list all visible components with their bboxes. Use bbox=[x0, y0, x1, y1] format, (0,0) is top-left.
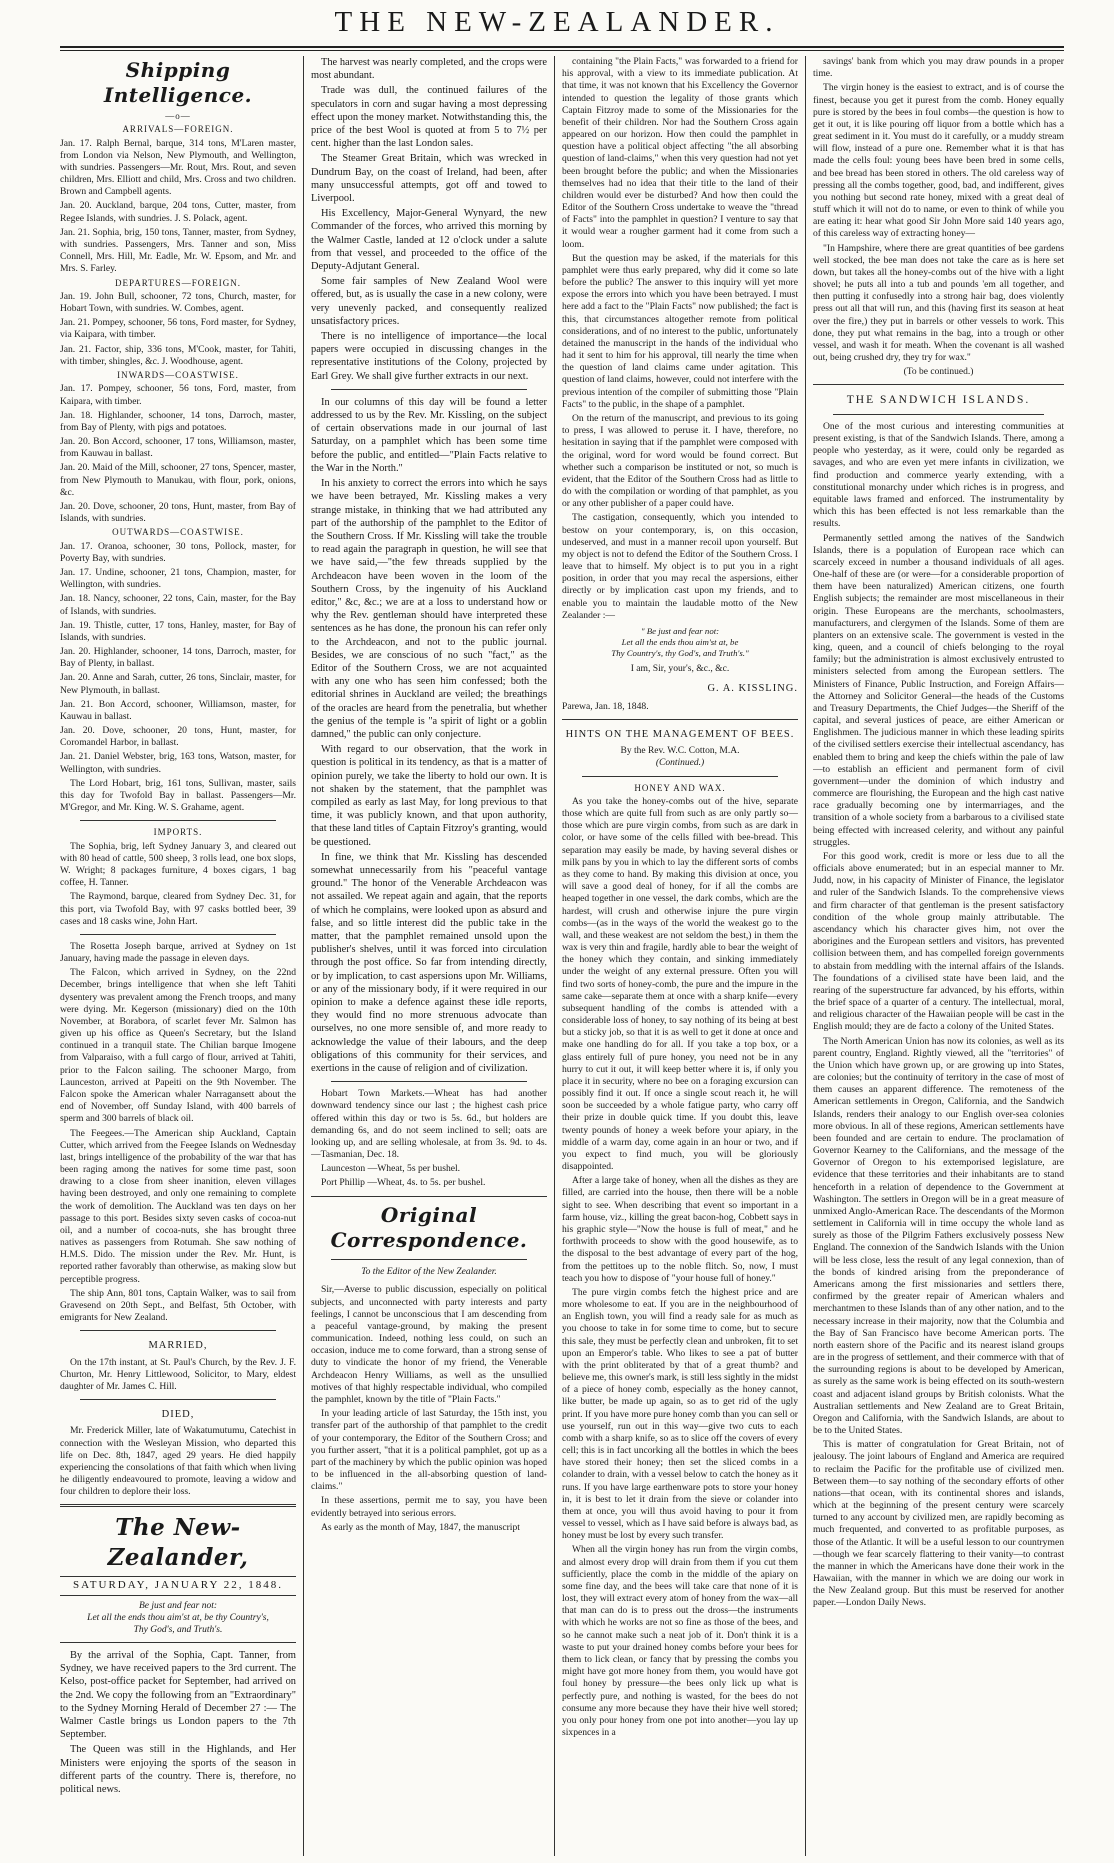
paragraph: The Falcon, which arrived in Sydney, on the 22nd December, brings intelligence that when she left Tahiti dysentery was prevalent among the French troops, and many were dying. Mr. Kegerson (missionary) died on the 10th November, at Borabora, of scarlet fever Mr. Salmon has given up his office as Queen's Secretary, but the Island continued in a tranquil state. The Chilian barque Imogene from Valparaiso, with a full cargo of flour, arrived at Tahiti, prior to the Falcon sailing. The schooner Margo, from Launceston, arrived at Papeiti on the 9th November. The Falcon spoke the American whaler Narragansett about the end of November, off Sunday Island, with 400 barrels of sperm and 300 barrels of black oil. bbox=[60, 967, 296, 1125]
port-phillip-price: Port Phillip —Wheat, 4s. to 5s. per bushel. bbox=[321, 1177, 486, 1189]
sandwich-islands-title: THE SANDWICH ISLANDS. bbox=[846, 394, 1031, 407]
paragraph: The Raymond, barque, cleared from Sydney Dec. 31, for this port, via Twofold Bay, with 97 casks bottled beer, 39 cases and 18 casks wine, John Hart. bbox=[60, 891, 296, 927]
column-divider bbox=[303, 56, 304, 1856]
paragraph: Trade was dull, the continued failures of the speculators in corn and sugar having a most depressing effect upon the money market. Notwithstanding this, the price of the best Wool is quoted at from 5 to 7½ per cent. higher than the last London sales. bbox=[311, 85, 547, 150]
paragraph: Jan. 21. Pompey, schooner, 56 tons, Ford master, for Sydney, via Kaipara, with timber. bbox=[60, 317, 296, 341]
divider bbox=[331, 389, 527, 390]
paragraph: In your leading article of last Saturday, the 15th inst, you transfer part of the authorship of that pamphlet to the credit of your contemporary, the Editor of the Southern Cross; and you further assert, "that it is a political pamphlet, got up as a part of the machinery by which the public opinion was hoped to be influenced in the all-absorbing question of land-claims." bbox=[311, 1408, 547, 1493]
outwards-coastwise-heading: OUTWARDS—COASTWISE. bbox=[112, 527, 244, 538]
paragraph: Jan. 21. Factor, ship, 336 tons, M'Cook, master, for Tahiti, with timber, shingles, &c. J. Woodhouse, agent. bbox=[60, 343, 296, 367]
divider bbox=[813, 384, 1064, 385]
paragraph: On the return of the manuscript, and previous to its going to press, I was allowed to peruse it. I have, therefore, no hesitation in saying that if the pamphlet were composed with the original, word for word would be found correct. But whether such a comparison be instituted or not, so much is evident, that the Editor of the Southern Cross had as little to do with the compilation or wording of that pamphlet, as you or any other publisher of a paper could have. bbox=[562, 412, 798, 510]
letter-address: To the Editor of the New Zealander. bbox=[361, 1267, 497, 1278]
divider bbox=[80, 934, 276, 935]
paragraph: Jan. 21. Sophia, brig, 150 tons, Tanner, master, from Sydney, with sundries. Passengers, Mrs. Tanner and son, Miss Connell, Mrs. Hill, Mr. Eadle, Mr. W. Epsom, and Mr. and Mrs. S. Farley. bbox=[60, 226, 296, 275]
divider bbox=[562, 719, 798, 720]
bees-subheading: HONEY AND WAX. bbox=[634, 782, 726, 793]
paragraph: "In Hampshire, where there are great quantities of bee gardens well stocked, the bee man does not take the care as is here set down, but takes all the honey-combs out of the hive with a light shovel; he puts all into a tub and pounds 'em all together, and then putting it confusedly into a strong hair bag, does violently press out all that will run, and this (having first its season at heat over the fire,) they put in barrels or other vessels to work. This done, they put what remains in the bag, into a trough or other vessel, and wash it for meath. When the covenant is all washed out, being crushed dry, they try for wax." bbox=[813, 242, 1064, 364]
shipping-heading: Shipping Intelligence. bbox=[103, 58, 253, 108]
inwards-coastwise-heading: INWARDS—COASTWISE. bbox=[117, 369, 239, 380]
paragraph: Permanently settled among the natives of the Sandwich Islands, there is a population of European race which can scarcely exceed in number a thousand individuals of all ages. One-half of these are (or were—for a considerable proportion of them have been naturalized) American citizens, one fourth English subjects; the remainder are most miscellaneous in their origin. These Europeans are the merchants, schoolmasters, manufacturers, and clergymen of the Islands. Some of them are planters on an extensive scale. The government is vested in the king, queen, and a council of chiefs belonging to the royal family; but the administration is almost exclusively entrusted to ministers selected from among the European settlers. The Ministers of Finance, Public Instruction, and Foreign Affairs—the Attorney and Solicitor General—the heads of the Customs and Treasury Departments, the Chief Judges—the Sheriff of the capital, and several justices of peace, are either American or Englishmen. The judicious manner in which these leading spirits of the civilised settlers exercise their intellectual ascendancy, has enabled them to bring and keep the chiefs within the pale of law—to establish an efficient and permanent form of civil government—under the dominion of which industry and commerce are flourishing, the European and the high cast native race gradually becoming one by intermarriages, and the transition of a whole society from a barbarous to a civilised state being effected with increased celerity, and without any painful struggles. bbox=[813, 532, 1064, 848]
inwards-list bbox=[60, 383, 296, 525]
departures-list bbox=[60, 291, 296, 368]
masthead-rule-thin bbox=[60, 50, 1064, 51]
married-notice: On the 17th instant, at St. Paul's Church, by the Rev. J. F. Churton, Mr. Henry Littlewood, Solicitor, to Mary, eldest daughter of Mr. James C. Hill. bbox=[60, 1356, 296, 1392]
paragraph: containing "the Plain Facts," was forwarded to a friend for his approval, with a view to its immediate publication. At that time, it was not known that his Excellency the Governor intended to question the legality of those grants which Captain Fitzroy made to some of the Missionaries for the benefit of their children. Nor had the Southern Cross again appeared on our horizon. How then could the pamphlet in question have a political object affecting "the all absorbing question of land-claims," when this very question had not yet been brought before the public; and when the Missionaries themselves had no idea that their title to the land of their children would ever be disturbed? And how then could the Editor of the Southern Cross undertake to weave the "thread of Facts" into the pamphlet in question? I venture to say that it would wear a rougher garment had it come from such a loom. bbox=[562, 56, 798, 250]
paragraph: As early as the month of May, 1847, the manuscript bbox=[321, 1521, 520, 1533]
editorial-paragraphs bbox=[311, 396, 547, 1075]
paragraph: Jan. 19. John Bull, schooner, 72 tons, Church, master, for Hobart Town, with sundries. W. Combes, agent. bbox=[60, 290, 296, 315]
divider bbox=[331, 1081, 527, 1082]
divider bbox=[60, 1642, 296, 1643]
paragraph: In these assertions, permit me to say, you have been evidently betrayed into serious errors. bbox=[311, 1495, 547, 1519]
bees-paragraphs bbox=[562, 796, 798, 1739]
motto: Be just and fear not: Let all the ends thou aim'st at, be thy Country's, Thy God's, and Truth's. bbox=[87, 1600, 269, 1635]
paragraph: When all the virgin honey has run from the virgin combs, and almost every drop will drain from them if you cut them sufficiently, place the comb in the middle of the apiary on some fine day, and the bees will take care that none of it is lost, they will extract every atom of honey from the wax—all that man can do is to press out the dross—the instruments with which he works are not so fine as those of the bees, and so he cannot make such a neat job of it. Don't think it is a waste to put your drained honey combs before your bees for them to lick clean, or fancy that by pressing the combs you might have got more honey from them, you would have got foul honey by pressure—the bees only lick up what is perfectly pure, and nothing is wasted, for the bees do not consume any more because they have their hive well stored; you only pour honey from one pot into another—you lay up sixpences in a bbox=[562, 1544, 798, 1739]
paragraph: Jan. 20. Anne and Sarah, cutter, 26 tons, Sinclair, master, for New Plymouth, in ballast. bbox=[60, 672, 296, 696]
paragraph: The castigation, consequently, which you intended to bestow on your contemporary, is, on this occasion, undeserved, and must in a manner recoil upon yourself. But my object is not to defend the Editor of the Southern Cross. I leave that to himself. My object is to put you in a right position, in order that you may recal the aspersions, either directly or by implication cast upon my friends, and to enable you to maintain the laudable motto of the New Zealander :— bbox=[562, 512, 798, 621]
letter-place-date: Parewa, Jan. 18, 1848. bbox=[562, 700, 649, 712]
masthead-rule bbox=[60, 46, 1064, 48]
paragraph: The pure virgin combs fetch the highest price and are more wholesome to eat. If you are in the neighbourhood of an English town, you will find a ready sale for as much as you choose to take in for some time to come, but to secure this sale, they must be perfectly clean and unbroken, fit to set upon an Emperor's table. Who likes to see a pat of butter with the print obliterated by that of a great thumb? and believe me, this owner's mark, is still less sightly in the midst of a piece of honey comb, especially as the honey cannot, like butter, be made up again, so as to get rid of the ugly print. If you have more pure honey comb than you can sell or use yourself, run out in this way—give two cuts to each comb with a sharp knife, so as to slice off the covers of every cell; this is in fact uncorking all the bottles in which the bees have stored their honey; then set the sliced combs in a colander to drain, with a vessel below to catch the honey as it runs. If you have large earthenware pots to store your honey in, it is best to let it drain from the sieve or colander into them at once, you will thus avoid having to pour it from vessel to vessel, which as I have said before is always bad, as honey must be lost by every such transfer. bbox=[562, 1286, 798, 1542]
paragraph: Jan. 20. Bon Accord, schooner, 17 tons, Williamson, master, from Kauwau in ballast. bbox=[60, 436, 296, 460]
double-divider bbox=[60, 1504, 296, 1507]
imports-list bbox=[60, 841, 296, 928]
column-divider bbox=[805, 56, 806, 1856]
paragraph: There is no intelligence of importance—the local papers were occupied in discussing changes in the representative institutions of the Colony, projected by Earl Grey. We shall give further extracts in our next. bbox=[311, 331, 547, 382]
bees-to-be-continued: (To be continued.) bbox=[903, 367, 974, 378]
arrivals-foreign-heading: ARRIVALS—FOREIGN. bbox=[122, 124, 234, 135]
died-heading: DIED, bbox=[161, 1409, 195, 1421]
departures-foreign-heading: DEPARTURES—FOREIGN. bbox=[115, 277, 241, 288]
divider bbox=[833, 414, 1044, 415]
news-paragraphs bbox=[311, 56, 547, 383]
correspondence-heading: Original Correspondence. bbox=[330, 1202, 528, 1252]
paragraph: Some fair samples of New Zealand Wool were offered, but, as is usually the case in a new colony, were very unevenly packed, and consequently realized unsatisfactory prices. bbox=[311, 276, 547, 327]
divider bbox=[582, 776, 778, 777]
date-line: SATURDAY, JANUARY 22, 1848. bbox=[60, 1576, 296, 1596]
paragraph: The Queen was still in the Highlands, and Her Ministers were enjoying the sports of the season in different parts of the country. There is, therefore, no political news. bbox=[60, 1744, 296, 1796]
paragraph: Jan. 18. Highlander, schooner, 14 tons, Darroch, master, from Bay of Plenty, with pigs and potatoes. bbox=[60, 409, 296, 433]
paragraph: With regard to our observation, that the work in question is political in its tendency, as that is a matter of opinion purely, we take the liberty to hold our own. It is not shaken by the statement, that the pamphlet was compiled as early as last May, for long previous to that time, it was publicly known, and that upon authority, that these land titles of Captain Fitzroy's granting, would be questioned. bbox=[311, 744, 547, 848]
married-heading: MARRIED, bbox=[148, 1340, 208, 1352]
paragraph: Jan. 19. Thistle, cutter, 17 tons, Hanley, master, for Bay of Islands, with sundries. bbox=[60, 619, 296, 643]
bees-continued: (Continued.) bbox=[655, 758, 705, 769]
paragraph: His Excellency, Major-General Wynyard, the new Commander of the forces, who arrived this morning by the Walmer Castle, landed at 12 o'clock under a salute from that vessel, and proceeded to the office of the Deputy-Adjutant General. bbox=[311, 208, 547, 273]
column-1 bbox=[60, 56, 296, 1856]
paragraph: Jan. 20. Dove, schooner, 20 tons, Hunt, master, for Coromandel Harbor, in ballast. bbox=[60, 725, 296, 749]
sandwich-paragraphs bbox=[813, 421, 1064, 1610]
paragraph: The Feegees.—The American ship Auckland, Captain Cutter, which arrived from the Feegee Islands on Wednesday last, brings intelligence of the probability of the war that has been raging among the natives for some time past, soon drawing to a close from sheer inanition, eleven villages having been destroyed, and only one remaining to complete the work of demolition. The Auckland was ten days on her passage to this port. Besides sixty seven casks of cocoa-nut oil, and a number of cocoa-nuts, she has brought three natives as passengers from Rotumah. She saw nothing of H.M.S. Dido. The mission under the Rev. Mr. Hunt, is reported rather favorably than otherwise, as making slow but perceptible progress. bbox=[60, 1127, 296, 1285]
paragraph: Jan. 21. Daniel Webster, brig, 163 tons, Watson, master, for Wellington, with sundries. bbox=[60, 751, 296, 775]
paragraph: The ship Ann, 801 tons, Captain Walker, was to sail from Gravesend on 20th Sept., and Belfast, 5th October, with emigrants for New Zealand. bbox=[60, 1287, 296, 1324]
paragraph: The harvest was nearly completed, and the crops were most abundant. bbox=[311, 57, 547, 82]
paragraph: Sir,—Averse to public discussion, especially on political subjects, and unconnected with party interests and party feelings, I cannot be unconscious that I am descending from a peaceful vantage-ground, by making the present communication. Indeed, nothing less could, on such an occasion, induce me to come forward, than a strong sense of duty to vindicate the honor of my friend, the Venerable Archdeacon Henry Williams, as well as the unsullied motives of that highly respectable individual, who compiled the pamphlet, known by the title of "Plain Facts." bbox=[311, 1284, 547, 1405]
column-2 bbox=[311, 56, 547, 1856]
outwards-list bbox=[60, 541, 296, 776]
paragraph: For this good work, credit is more or less due to all the officials above enumerated; but in an especial manner to Mr. Judd, now, in his capacity of Minister of Finance, the legislator and ruler of the Sandwich Islands. To the comprehensive views and firm character of that gentleman is the present satisfactory condition of the whole group mainly attributable. The ascendancy which his character gives him, not over the aborigines and the European settlers and visitors, has prevented collision between them, and has compelled foreign governments to abstain from meddling with the internal affairs of the Islands. The foundations of a civilised state have been laid, and the rearing of the superstructure far advanced, by his efforts, within the brief space of a quarter of a century. The intellectual, moral, and religious character of the Hawaiian people will be cast in the English mould; they are de facto a colony of the United States. bbox=[813, 850, 1064, 1033]
imports-heading: IMPORTS. bbox=[153, 827, 203, 838]
column-4 bbox=[813, 56, 1064, 1856]
masthead: THE NEW-ZEALANDER. bbox=[334, 6, 780, 38]
letter-closing: I am, Sir, your's, &c., &c. bbox=[630, 663, 730, 675]
paragraph: In our columns of this day will be found a letter addressed to us by the Rev. Mr. Kissling, on the subject of certain observations made in our journal of last Saturday, on a pamphlet which has been some time before the public, and entitled—"Plain Facts relative to the War in the North." bbox=[311, 396, 547, 474]
markets-notice: Hobart Town Markets.—Wheat has had another downward tendency since our last ; the highest cash price offered within this day or two is 5s. 6d., but holders are demanding 6s, and do not seem inclined to sell; oats are looking up, and are selling wholesale, at from 3s. 9d. to 4s.—Tasmanian, Dec. 18. bbox=[311, 1088, 547, 1161]
divider bbox=[80, 1399, 276, 1400]
paragraph: Jan. 17. Undine, schooner, 21 tons, Champion, master, for Wellington, with sundries. bbox=[60, 567, 296, 591]
paragraph: The Rosetta Joseph barque, arrived at Sydney on 1st January, having made the passage in eleven days. bbox=[60, 940, 296, 965]
paragraph: But the question may be asked, if the materials for this pamphlet were thus early prepared, why did it come so late before the public? The answer to this inquiry will yet more expose the errors into which you have been betrayed. I must here add a fact to the "Plain Facts" now published; the fact is this, that circumstances altogether remote from political considerations, and of no interest to the public, unfortunately detained the manuscript in the hands of the individual who had it sent to him for his approval, till nearly the time when the question of land claims came under agitation. This question of land claims, however, could not interfere with the previous intention of the compiler of submitting those "Plain Facts" to the public, in the shape of a pamphlet. bbox=[562, 252, 798, 410]
paragraph: The North American Union has now its colonies, as well as its parent country, England. Rightly viewed, all the "territories" of the Union which have grown up, or are growing up into States, are colonies; but the continuity of territory in the case of most of them causes an apparent difference. The remoteness of the American settlements in Oregon, California, and the Sandwich Islands, renders their analogy to our English over-sea colonies more obvious. In all of these regions, American settlements have been founded and are certain to endure. The proclamation of Governor Kearney to the Californians, and the message of the Governor of Oregon to his extemporised legislature, are evidence that these territories and their inhabitants are to stand henceforth in a relation of dependence to the Government at Washington. The settlers in Oregon will be in a great measure of unmixed Anglo-American Race. The descendants of the Mormon settlement in California will in time occupy the whole land as surely as those of the Pilgrim Fathers exclusively possess New England. The connexion of the Sandwich Islands with the Union will be less close, less the result of any legal connexion, than of the bonds of kindred arising from the preponderance of Americans among the first missionaries and settlers there, confirmed by the greater repair of American whalers and merchantmen to these Islands than of any other nation, and to the necessary increase in their majority, now that the Columbia and the Bay of San Francisco have become American ports. The north eastern shore of the Pacific and its nearest island groups are in the progress of settlement, and their commerce with that of the surrounding regions is about to be developed by American, as surely as the same work is being effected on its south-western coast and adjacent island groups by British colonists. What the Australian settlements and New Zealand are to Great Britain, Oregon and California, with the Sandwich Islands, are about to be to the United States. bbox=[813, 1035, 1064, 1437]
column-divider bbox=[554, 56, 555, 1856]
divider bbox=[331, 1259, 527, 1260]
paragraph: Jan. 17. Pompey, schooner, 56 tons, Ford, master, from Kaipara, with timber. bbox=[60, 383, 296, 407]
died-notice: Mr. Frederick Miller, late of Wakatumutumu, Catechist in connection with the Wesleyan Mission, who departed this life on Dec. 8th, 1847, aged 29 years. He died happily experiencing the consolations of that faith which when living he diligently endeavoured to promote, leaving a widow and four children to deplore their loss. bbox=[60, 1425, 296, 1498]
divider bbox=[80, 1330, 276, 1331]
lord-hobart-notice: The Lord Hobart, brig, 161 tons, Sullivan, master, sails this day for Twofold Bay in ballast. Passengers—Mr. M'Gregor, and Mr. King. W. S. Grahame, agent. bbox=[60, 777, 296, 814]
paragraph: By the arrival of the Sophia, Capt. Tanner, from Sydney, we have received papers to the 3rd current. The Kelso, post-office packet for September, had arrived on the 2nd. We copy the following from an "Extraordinary" to the Sydney Morning Herald of December 27 :— The Walmer Castle brings us London papers to the 7th September. bbox=[60, 1650, 296, 1741]
ornament: —o— bbox=[165, 110, 191, 121]
paragraph: Jan. 18. Nancy, schooner, 22 tons, Cain, master, for the Bay of Islands, with sundries. bbox=[60, 593, 296, 617]
arrivals-list bbox=[60, 138, 296, 276]
editorial-paragraphs bbox=[60, 1649, 296, 1796]
paragraph: After a large take of honey, when all the dishes as they are filled, are carried into the house, then there will be a noble sight to see. When describing that event so important in a farm house, viz., killing the great bacon-hog, Cobbett says in his graphic style—"Now the house is full of meat," and he forthwith proceeds to show with the good housewife, as to the disposal to the best advantage of every part of the hog, from the pettitoes up to the noble flitch. So, now, I must teach you how to dispose of "your house full of honey." bbox=[562, 1175, 798, 1284]
paragraph: In his anxiety to correct the errors into which he says we have been betrayed, Mr. Kissling makes a very strange mistake, in thinking that we had attributed any part of the authorship of the pamphlet to the Editor of the Southern Cross. If Mr. Kissling will take the trouble to read again the paragraph in question, he will see that we have said,—"the few threads supplied by the Archdeacon have been woven in the loom of the Southern Cross, by the ingenuity of his Auckland editor," &c, &c.; we are at a loss to understand how or why the Rev. gentleman should have interpreted these sentences as he has done, the pronoun his can refer only to the Archdeacon, and not to the public journal. Besides, we are conscious of no such "fact," as the Editor of the Southern Cross, we are not acquainted with any one who has seen him confessed; both the editorial shrines in Auckland are veiled; the breathings of the oracles are heard from the penetralia, but whether the genius of the temple is "a spirit of light or a goblin damned," the public can only conjecture. bbox=[311, 478, 547, 740]
quoted-motto: " Be just and fear not: Let all the ends thou aim'st at, be Thy Country's, thy God's, and Truth's." bbox=[611, 625, 749, 659]
paragraph: As you take the honey-combs out of the hive, separate those which are quite full from such as are only partly so—those which are pure virgin combs, from such as are dark in color, or have some of the cells filled with bee-bread. This separation may easily be made, by having several dishes or milk pans by you in which to lay the different sorts of combs as they come to hand. By making this division at once, you will save a good deal of honey, for if all the combs are heaped together in one vessel, the dark combs, which are the hardest, will crush and otherwise injure the pure virgin combs—(as in the ways of the world the weakest go to the wall, and these weakest are not seldom the best,) in them the wax is very thin and fragile, hardly able to bear the weight of the honey which they contain, and sinking immediately under the weight of any external pressure. Often you will find two sorts of honey-comb, the pure and the impure in the same cake—separate them at once with a sharp knife—every subsequent handling of the combs is attended with a considerable loss of honey, to say nothing of its being at best but a sticky job, so that it is as well to get it done at once and make one handling do for all. If you take a top box, or a glass entirely full of pure honey, you need not be in any hurry to cut it out, it will keep better where it is, if only you place it in security, where no bee on a foraging excursion can possibly find it out. If once a single scout reach it, he will soon be succeeded by a whole fatigue party, who carry off their prize in double quick time. If you doubt this, leave twenty pounds of honey a week before your apiary, in the middle of a warm day, come again in an hour or two, and if you expect to find much, you will be gloriously disappointed. bbox=[562, 795, 798, 1173]
letter-signature: G. A. KISSLING. bbox=[707, 682, 798, 694]
paragraph: One of the most curious and interesting communities at present existing, is that of the Sandwich Islands. There, among a people who yesterday, as it were, could only be regarded as savages, and who are even yet mere infants in civilization, we find production and commerce yearly extending, with a constitutional monarchy under which riches is in progress, and equitable laws framed and enforced. The instrumentality by which this has been effected is not less remarkable than the results. bbox=[813, 420, 1064, 530]
paragraph: Jan. 17. Oranoa, schooner, 30 tons, Pollock, master, for Poverty Bay, with sundries. bbox=[60, 540, 296, 564]
paragraph: The Sophia, brig, left Sydney January 3, and cleared out with 80 head of cattle, 500 sheep, 3 rolls lead, one box slops, W. Wright; 8 packages furniture, 4 boxes cigars, 1 bag coffee, H. Tanner. bbox=[60, 840, 296, 889]
paragraph: Jan. 20. Maid of the Mill, schooner, 27 tons, Spencer, master, from New Plymouth to Manukau, with flour, pork, onions, &c. bbox=[60, 462, 296, 498]
bees-paragraphs-continued bbox=[813, 56, 1064, 364]
paragraph: This is matter of congratulation for Great Britain, not of jealousy. The joint labours of England and America are required to reclaim the Pacific for the profitable use of civilized men. Between them—to say nothing of the secondary efforts of other nations—that ocean, with its continental shores and islands, which at the beginning of the present century were scarcely turned to any account by civilized men, are rapidly becoming as much frequented, and converted to as profitable purposes, as those of the Atlantic. It will be a useful lesson to our countrymen—though we fear scarcely flattering to their vanity—to contrast the manner in which the Americans have done their work in the Hawaiian, with the manner in which we are doing our work in the New Zealand group. But this must be reserved for another paper.—London Daily News. bbox=[813, 1439, 1064, 1609]
paragraph: In fine, we think that Mr. Kissling has descended somewhat unnecessarily from his "peaceful vantage ground." The honor of the Venerable Archdeacon was not assailed. We repeat again and again, that the reports of which he complains, were looked upon as absurd and false, and so little interest did the public take in the matter, that the pamphlet remained unsold upon the publisher's shelves, until it was forced into circulation through the post office. So far from intending directly, or by implication, to cast aspersions upon Mr. Williams, or any of the missionary body, if it were required in our opinion to make a defence against these idle reports, they would find no more strenuous advocate than ourselves, no one more sensible of, and more ready to acknowledge the value of their labours, and the deep obligations of this community for their services, and exertions in the cause of religion and of civilization. bbox=[311, 851, 547, 1075]
divider bbox=[311, 1196, 547, 1197]
paragraph: Jan. 20. Auckland, barque, 204 tons, Cutter, master, from Regee Islands, with sundries. J. S. Polack, agent. bbox=[60, 200, 296, 224]
divider bbox=[80, 820, 276, 821]
paragraph: Jan. 21. Bon Accord, schooner, Williamson, master, for Kauwau in ballast. bbox=[60, 698, 296, 722]
news-paragraphs bbox=[60, 941, 296, 1324]
paper-title: The New-Zealander, bbox=[107, 1514, 249, 1571]
paragraph: The virgin honey is the easiest to extract, and is of course the finest, because you get it purest from the comb. Honey equally pure is stored by the bees in foul combs—the question is how to get it out, it is like pouring off liquor from a bottle which has a great sediment in it. You must do it carefully, or a muddy stream will flow, instead of a pure one. Remember what it is that has made the cells foul: young bees have been bred in some cells, and bee bread has been stored in others. The old careless way of pressing all the combs together, good, bad, and indifferent, gives you nothing but second rate honey, mixed with a great deal of stuff which it will not do to name, or even to think of while you are eating it: hear what good Sir John More said 140 years ago, of this careless way of extracting honey— bbox=[813, 82, 1064, 240]
paragraph: savings' bank from which you may draw pounds in a proper time. bbox=[813, 56, 1064, 80]
paragraph: Jan. 20. Dove, schooner, 20 tons, Hunt, master, from Bay of Islands, with sundries. bbox=[60, 500, 296, 525]
letter-paragraphs bbox=[311, 1284, 547, 1533]
paragraph: The Steamer Great Britain, which was wrecked in Dundrum Bay, on the coast of Ireland, had been, after many unsuccessful attempts, got off and towed to Liverpool. bbox=[311, 153, 547, 205]
bees-byline: By the Rev. W.C. Cotton, M.A. bbox=[620, 746, 740, 757]
letter-continued bbox=[562, 56, 798, 622]
column-3 bbox=[562, 56, 798, 1856]
launceston-price: Launceston —Wheat, 5s per bushel. bbox=[321, 1163, 461, 1175]
paragraph: Jan. 17. Ralph Bernal, barque, 314 tons, M'Laren master, from London via Nelson, New Plymouth, and Wellington, with sundries. Passengers—Mr. Rout, Mrs. Rout, and seven children, Mrs. Elliott and child, Mrs. Cross and two children. Brown and Campbell agents. bbox=[60, 137, 296, 198]
paragraph: Jan. 20. Highlander, schooner, 14 tons, Darroch, master, for Bay of Plenty, in ballast. bbox=[60, 646, 296, 670]
bees-title: HINTS ON THE MANAGEMENT OF BEES. bbox=[565, 729, 795, 741]
columns bbox=[60, 56, 1064, 1856]
